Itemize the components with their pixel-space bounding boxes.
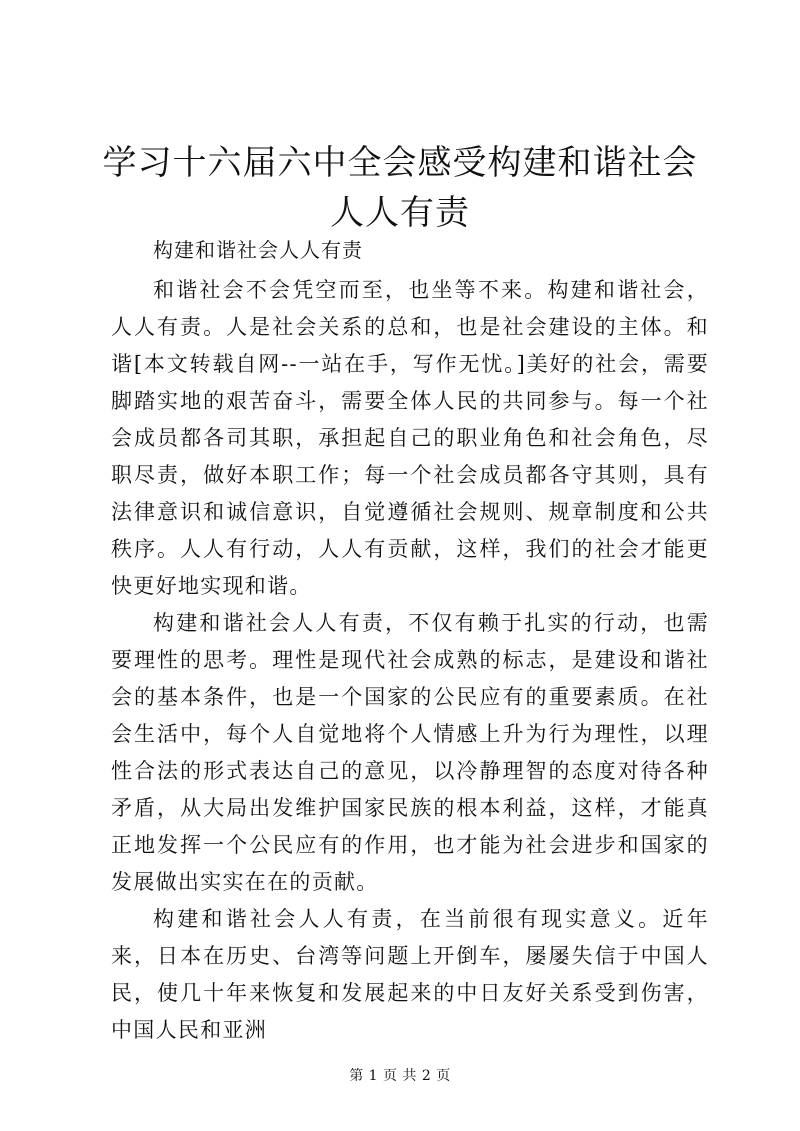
document-subtitle: 构建和谐社会人人有责 bbox=[153, 238, 363, 262]
paragraph-2: 构建和谐社会人人有责，不仅有赖于扎实的行动，也需要理性的思考。理性是现代社会成熟的标志，是建设和谐社会的基本条件，也是一个国家的公民应有的重要素质。在社会生活中，每个人自觉地将个人情感上升为行为理性，以理性合法的形式表达自己的意见，以冷静理智的态度对待各种矛盾，从大局出发维护国家民族的根本利益，这样，才能真正地发挥一个公民应有的作用，也才能为社会进步和国家的发展做出实实在在的贡献。 bbox=[111, 611, 709, 894]
document-body bbox=[111, 232, 709, 1049]
paragraph-1: 和谐社会不会凭空而至，也坐等不来。构建和谐社会，人人有责。人是社会关系的总和，也是社会建设的主体。和谐[本文转载自网--一站在手，写作无忧。]美好的社会，需要脚踏实地的艰苦奋斗，需要全体人民的共同参与。每一个社会成员都各司其职，承担起自己的职业角色和社会角色，尽职尽责，做好本职工作；每一个社会成员都各守其则，具有法律意识和诚信意识，自觉遵循社会规则、规章制度和公共秩序。人人有行动，人人有贡献，这样，我们的社会才能更快更好地实现和谐。 bbox=[111, 278, 709, 598]
paragraph-3: 构建和谐社会人人有责，在当前很有现实意义。近年来，日本在历史、台湾等问题上开倒车，屡屡失信于中国人民，使几十年来恢复和发展起来的中日友好关系受到伤害，中国人民和亚洲 bbox=[111, 907, 709, 1042]
document-title: 学习十六届六中全会感受构建和谐社会人人有责 bbox=[102, 143, 698, 233]
page-footer: 第 1 页 共 2 页 bbox=[349, 1068, 451, 1084]
